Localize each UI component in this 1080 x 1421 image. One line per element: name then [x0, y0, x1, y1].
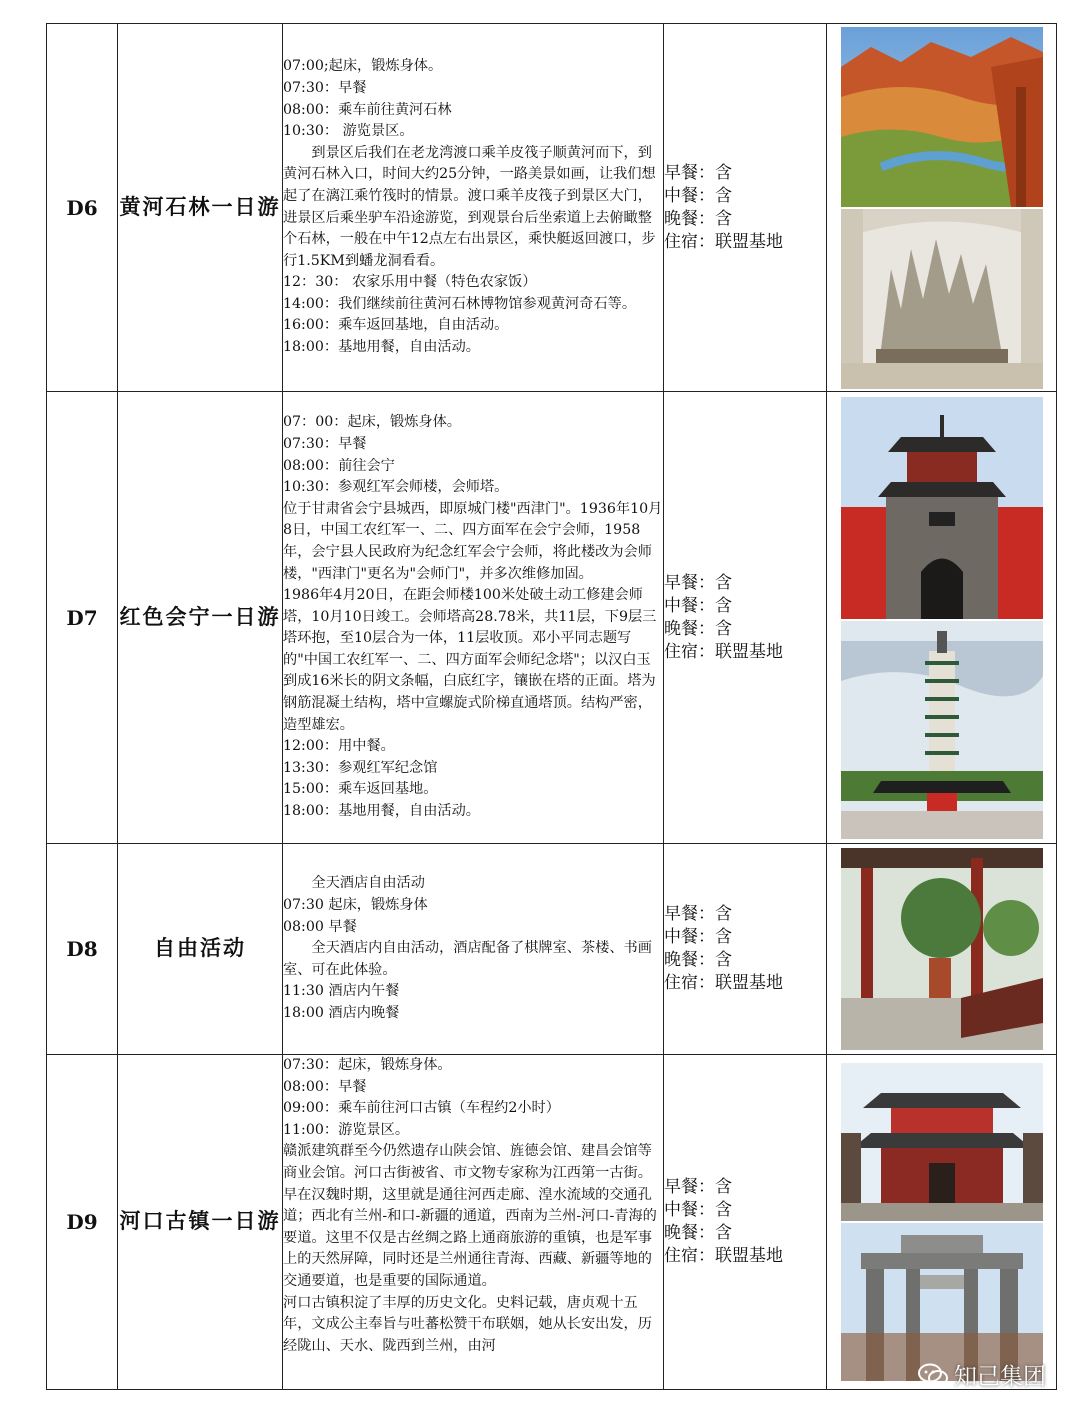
schedule-line: 08:00：前往会宁 [283, 457, 395, 474]
schedule-line: 河口古镇积淀了丰厚的历史文化。史料记载，唐贞观十五年，文成公主奉旨与吐蕃松赞干布联姻，她从长安出发，历经陇山、天水、陇西到兰州，由河 [283, 1294, 652, 1354]
schedule-line: 07:30 起床，锻炼身体 [283, 897, 428, 914]
day-number: D8 [47, 844, 118, 1055]
itinerary-row-d7 [47, 392, 1057, 844]
schedule-line: 07:00;起床，锻炼身体。 [283, 58, 443, 75]
meal-line: 晚餐：含 [664, 208, 732, 229]
schedule-cell [283, 24, 664, 392]
schedule-line: 18:00：基地用餐，自由活动。 [283, 803, 480, 820]
schedule-line: 07:30：早餐 [283, 435, 367, 452]
day-number: D6 [47, 24, 118, 392]
schedule-line: 09:00：乘车前往河口古镇（车程约2小时） [283, 1100, 560, 1117]
schedule-line: 13:30：参观红军纪念馆 [283, 759, 438, 776]
hekou-pavilion-photo [841, 1063, 1043, 1221]
schedule-line: 全天酒店自由活动 [311, 875, 425, 892]
watermark [918, 1358, 1046, 1391]
schedule-line: 07:30：早餐 [283, 79, 367, 96]
photos-cell [827, 392, 1057, 844]
meal-line: 中餐：含 [664, 927, 732, 947]
wechat-icon [918, 1363, 948, 1387]
meal-line: 住宿：联盟基地 [664, 231, 783, 252]
schedule-line: 全天酒店内自由活动，酒店配备了棋牌室、茶楼、书画室、可在此体验。 [283, 940, 652, 978]
hotel-courtyard-photo [841, 848, 1043, 1050]
itinerary-row-d8 [47, 844, 1057, 1055]
meals-cell [664, 24, 827, 392]
meal-line: 晚餐：含 [664, 950, 732, 970]
meals-cell [664, 392, 827, 844]
schedule-line: 08:00：早餐 [283, 1078, 367, 1095]
meal-line: 住宿：联盟基地 [664, 1246, 783, 1266]
schedule-line: 10:30：参观红军会师楼，会师塔。 [283, 479, 509, 496]
stone-forest-museum-photo [841, 209, 1043, 389]
huishi-gate-tower-photo [841, 397, 1043, 619]
day-number: D9 [47, 1055, 118, 1390]
schedule-cell [283, 1055, 664, 1390]
day-title: 红色会宁一日游 [118, 392, 283, 844]
watermark-text: 知己集团 [954, 1364, 1046, 1390]
meal-line: 早餐：含 [664, 572, 732, 593]
schedule-line: 08:00 早餐 [283, 918, 357, 935]
schedule-line: 08:00：乘车前往黄河石林 [283, 101, 452, 118]
day-number: D7 [47, 392, 118, 844]
itinerary-row-d9 [47, 1055, 1057, 1390]
schedule-line: 11:00：游览景区。 [283, 1121, 410, 1138]
schedule-line: 赣派建筑群至今仍然遗存山陕会馆、旌德会馆、建昌会馆等商业会馆。河口古街被省、市文物专家称为江西第一古街。早在汉魏时期，这里就是通往河西走廊、湟水流域的交通孔道；西北有兰州-和口-新疆的通道，西南为兰州-河口-青海的要道。这里不仅是古丝绸之路上通商旅游的重镇，也是军事上的天然屏障，同时还是兰州通往青海、西藏、新疆等地的交通要道，也是重要的国际通道。 [283, 1143, 657, 1289]
meals-cell [664, 1055, 827, 1390]
schedule-line: 07:30：起床，锻炼身体。 [283, 1057, 452, 1073]
day-title: 自由活动 [118, 844, 283, 1055]
schedule-line: 15:00：乘车返回基地。 [283, 781, 438, 798]
schedule-cell [283, 844, 664, 1055]
schedule-line: 12:00：用中餐。 [283, 738, 395, 755]
meal-line: 中餐：含 [664, 1200, 732, 1220]
meal-line: 住宿：联盟基地 [664, 641, 783, 662]
schedule-line: 10:30： 游览景区。 [283, 123, 414, 140]
schedule-line: 12：30： 农家乐用中餐（特色农家饭） [283, 274, 537, 291]
schedule-line: 07：00：起床，锻炼身体。 [283, 414, 461, 431]
meal-line: 住宿：联盟基地 [664, 973, 783, 993]
schedule-line: 位于甘肃省会宁县城西，即原城门楼"西津门"。1936年10月8日，中国工农红军一、二、四方面军在会宁会师，1958年，会宁县人民政府为纪念红军会宁会师，将此楼改为会师楼，"西津门"更名为"会师门"，并多次维修加固。 [283, 500, 663, 582]
meal-line: 中餐：含 [664, 595, 732, 616]
schedule-line: 1986年4月20日，在距会师楼100米处破土动工修建会师塔，10月10日竣工。会师塔高28.78米，共11层，下9层三塔环抱，至10层合为一体，11层收顶。邓小平同志题写的"中国工农红军一、二、四方面军会师纪念塔"；以汉白玉到成16米长的阴文条幅，白底红字，镶嵌在塔的正面。塔为钢筋混凝土结构，塔中宣螺旋式阶梯直通塔顶。结构严密，造型雄宏。 [283, 587, 657, 733]
schedule-line: 18:00 酒店内晚餐 [283, 1004, 400, 1021]
day-title: 黄河石林一日游 [118, 24, 283, 392]
photos-cell [827, 844, 1057, 1055]
meal-line: 中餐：含 [664, 185, 732, 206]
schedule-line: 11:30 酒店内午餐 [283, 983, 400, 1000]
photos-cell [827, 24, 1057, 392]
huishi-memorial-tower-photo [841, 621, 1043, 839]
itinerary-row-d6 [47, 24, 1057, 392]
day-title: 河口古镇一日游 [118, 1055, 283, 1390]
meal-line: 早餐：含 [664, 162, 732, 183]
meals-cell [664, 844, 827, 1055]
schedule-line: 16:00：乘车返回基地，自由活动。 [283, 317, 509, 334]
schedule-line: 18:00：基地用餐，自由活动。 [283, 339, 480, 356]
schedule-line: 到景区后我们在老龙湾渡口乘羊皮筏子顺黄河而下，到黄河石林入口，时间大约25分钟，一路美景如画，让我们想起了在漓江乘竹筏时的情景。渡口乘羊皮筏子到景区大门，进景区后乘坐驴车沿途游览，到观景台后坐索道上去俯瞰整个石林，一般在中午12点左右出景区，乘快艇返回渡口，步行1.5KM到蟠龙洞看看。 [283, 144, 656, 269]
schedule-cell [283, 392, 664, 844]
schedule-line: 14:00：我们继续前往黄河石林博物馆参观黄河奇石等。 [283, 295, 637, 312]
photos-cell [827, 1055, 1057, 1390]
yellow-river-canyon-photo [841, 27, 1043, 207]
meal-line: 早餐：含 [664, 904, 732, 924]
meal-line: 晚餐：含 [664, 618, 732, 639]
meal-line: 早餐：含 [664, 1177, 732, 1197]
itinerary-table [46, 23, 1057, 1390]
meal-line: 晚餐：含 [664, 1223, 732, 1243]
